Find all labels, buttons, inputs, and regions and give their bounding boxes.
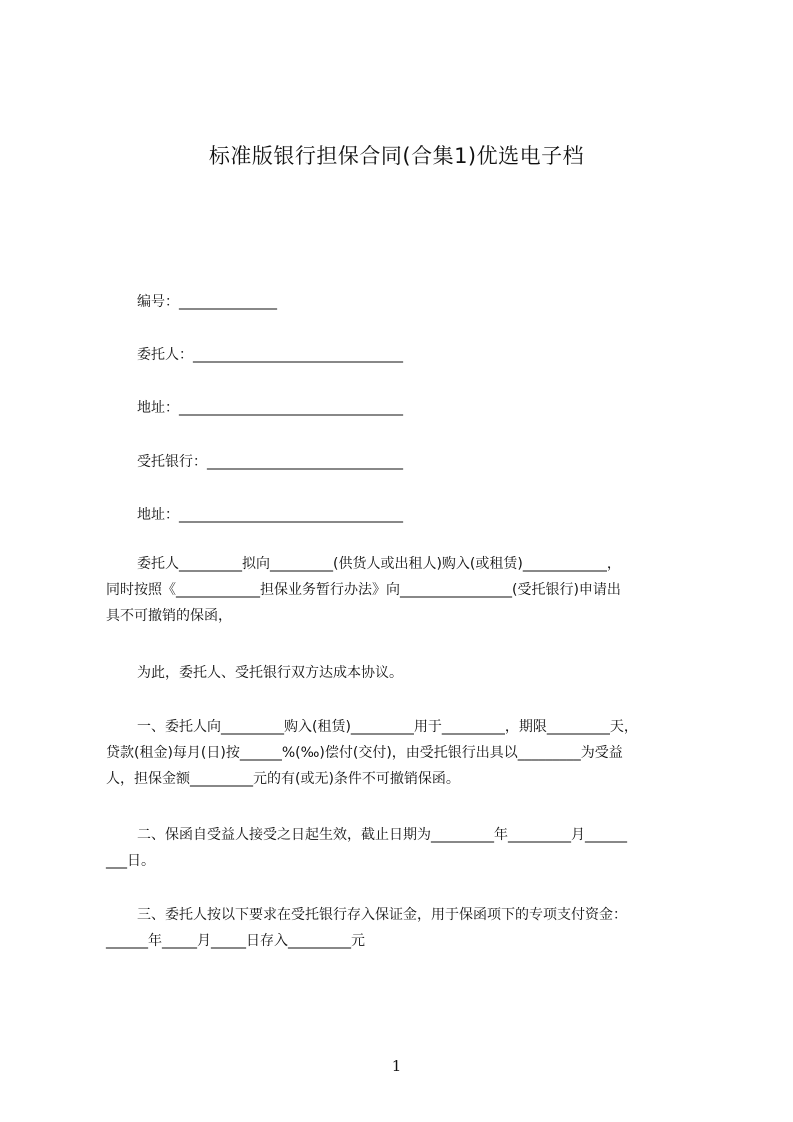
paragraph-line: 具不可撤销的保函， [106, 608, 232, 624]
page-title: 标准版银行担保合同(合集1)优选电子档 [208, 144, 585, 168]
paragraph-line: 二、保函自受益人接受之日起生效，截止日期为_________年_________月______ [137, 827, 627, 843]
field-bank: 受托银行：____________________________ [137, 454, 403, 470]
paragraph-line: ______年_____月_____日存入_________元 [106, 933, 365, 949]
clause-two [106, 822, 706, 874]
paragraph-line: 一、委托人向_________购入(租赁)_________用于_________，期限_________天， [137, 719, 638, 735]
paragraph-line: 为此，委托人、受托银行双方达成本协议。 [137, 665, 403, 681]
field-contract-number: 编号：______________ [137, 294, 277, 310]
paragraph-agreement [106, 660, 706, 686]
paragraph-line: 人，担保金额_________元的有(或无)条件不可撤销保函。 [106, 771, 460, 787]
paragraph-application [106, 551, 706, 629]
clause-one [106, 714, 706, 792]
paragraph-line: ___日。 [106, 853, 155, 869]
field-bank-address: 地址：________________________________ [137, 507, 403, 523]
field-principal-address: 地址：________________________________ [137, 400, 403, 416]
page-number: 1 [391, 1057, 402, 1075]
field-principal: 委托人：______________________________ [137, 347, 403, 363]
paragraph-line: 三、委托人按以下要求在受托银行存入保证金，用于保函项下的专项支付资金： [137, 907, 627, 923]
clause-three [106, 902, 706, 954]
paragraph-line: 同时按照《____________担保业务暂行办法》向________________(受托银行)申请出 [106, 582, 621, 598]
paragraph-line: 委托人_________拟向_________(供货人或出租人)购入(或租赁)____________， [137, 556, 621, 572]
paragraph-line: 贷款(租金)每月(日)按______%(‰)偿付(交付)，由受托银行出具以_________为受益 [106, 745, 623, 761]
